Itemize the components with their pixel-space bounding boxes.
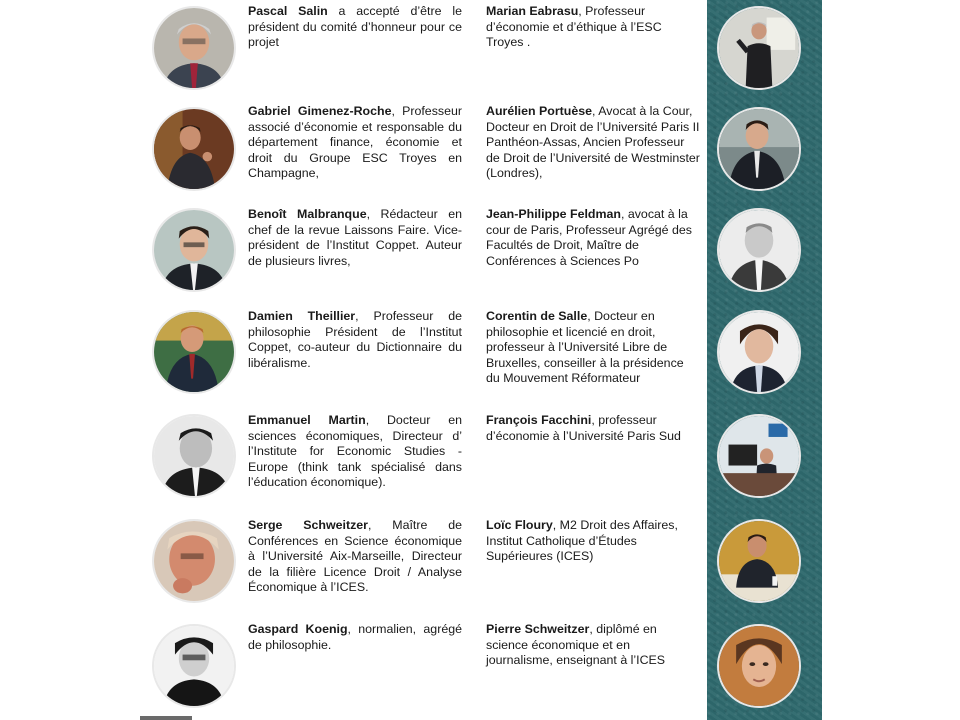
bio-name: Gaspard Koenig: [248, 622, 348, 636]
bio-name: François Facchini: [486, 413, 592, 427]
bio-emmanuel-martin: [248, 413, 462, 491]
bio-name: Marian Eabrasu: [486, 4, 579, 18]
bio-text: , Professeur d’économie et d’éthique à l’ESC Troyes .: [486, 4, 662, 50]
portrait-gaspard-koenig: [152, 624, 236, 708]
bio-pascal-salin: [248, 4, 462, 51]
portrait-damien-theillier: [152, 310, 236, 394]
portrait-benoit-malbranque: [152, 208, 236, 292]
bio-text: , Docteur en sciences économiques, Directeur d’ l’Institute for Economic Studies - Europe (think tank spécialisé dans l’éducation économique).: [248, 413, 462, 490]
bio-loic-floury: [486, 518, 700, 565]
bio-text: , avocat à la cour de Paris, Professeur Agrégé des Facultés de Droit, Maître de Conférences à Sciences Po: [486, 207, 692, 268]
bio-benoit-malbranque: [248, 207, 462, 269]
bio-text: a accepté d’être le président du comité d’honneur pour ce projet: [248, 4, 462, 50]
bio-marian-eabrasu: [486, 4, 700, 51]
bio-text: , M2 Droit des Affaires, Institut Catholique d’Études Supérieures (ICES): [486, 518, 678, 564]
bio-name: Pierre Schweitzer: [486, 622, 590, 636]
bottom-edge-bar: [140, 716, 192, 720]
bio-name: Corentin de Salle: [486, 309, 588, 323]
portrait-marian-eabrasu: [717, 6, 801, 90]
bio-name: Jean-Philippe Feldman: [486, 207, 621, 221]
portrait-aurelien-portuese: [717, 107, 801, 191]
bio-francois-facchini: [486, 413, 700, 444]
bio-text: , normalien, agrégé de philosophie.: [248, 622, 462, 652]
bio-text: , professeur d’économie à l’Université Paris Sud: [486, 413, 681, 443]
bio-pierre-schweitzer: [486, 622, 700, 669]
bio-gaspard-koenig: [248, 622, 462, 653]
portrait-corentin-de-salle: [717, 310, 801, 394]
bio-text: , Professeur de philosophie Président de l’Institut Coppet, co-auteur du Dictionnaire du libéralisme.: [248, 309, 462, 370]
bio-aurelien-portuese: [486, 104, 700, 182]
bio-damien-theillier: [248, 309, 462, 371]
portrait-francois-facchini: [717, 414, 801, 498]
bio-text: , Avocat à la Cour, Docteur en Droit de l’Université Paris II Panthéon-Assas, Ancien Professeur de Droit de l’Université de Westminster (Londres),: [486, 104, 700, 181]
portrait-pascal-salin: [152, 6, 236, 90]
bio-text: , Maître de Conférences en Science économique à l’Université Aix-Marseille, Directeur de la filière Licence Droit / Analyse Économique à l’ICES.: [248, 518, 462, 595]
bio-text: , diplômé en science économique et en journalisme, enseignant à l’ICES: [486, 622, 666, 668]
bio-text: , Professeur associé d’économie et responsable du département finance, économie et droit du Groupe ESC Troyes en Champagne,: [248, 104, 462, 181]
bio-jean-philippe-feldman: [486, 207, 700, 269]
portrait-serge-schweitzer: [152, 519, 236, 603]
bio-serge-schweitzer: [248, 518, 462, 596]
bio-corentin-de-salle: [486, 309, 700, 387]
bio-name: Pascal Salin: [248, 4, 328, 18]
portrait-gabriel-gimenez-roche: [152, 107, 236, 191]
bio-name: Gabriel Gimenez-Roche: [248, 104, 392, 118]
bio-name: Aurélien Portuèse: [486, 104, 593, 118]
portrait-jean-philippe-feldman: [717, 208, 801, 292]
bio-text: , Rédacteur en chef de la revue Laissons Faire. Vice-président de l’Institut Coppet. Auteur de plusieurs livres,: [248, 207, 462, 268]
bio-name: Emmanuel Martin: [248, 413, 366, 427]
bio-name: Damien Theillier: [248, 309, 356, 323]
bio-gabriel-gimenez-roche: [248, 104, 462, 182]
portrait-pierre-schweitzer: [717, 624, 801, 708]
portrait-loic-floury: [717, 519, 801, 603]
bio-name: Serge Schweitzer: [248, 518, 368, 532]
bio-name: Benoît Malbranque: [248, 207, 367, 221]
bio-name: Loïc Floury: [486, 518, 553, 532]
portrait-emmanuel-martin: [152, 414, 236, 498]
bio-text: , Docteur en philosophie et licencié en droit, professeur à l’Université Libre de Bruxelles, conseiller à la présidence du Mouvement Réformateur: [486, 309, 684, 386]
